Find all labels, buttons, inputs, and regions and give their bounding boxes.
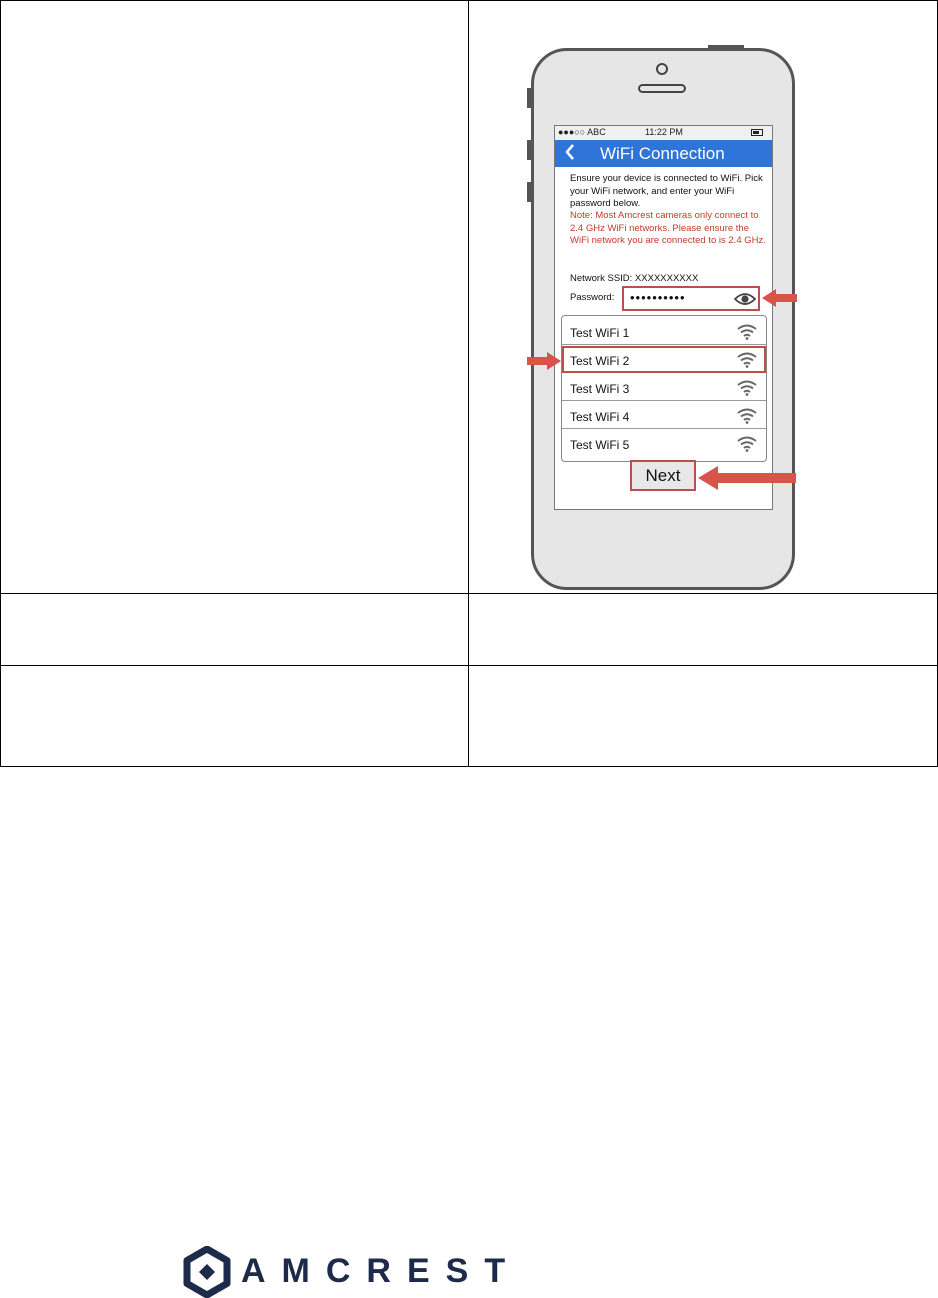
- table-column-divider: [468, 0, 469, 767]
- volume-down-button: [527, 182, 531, 202]
- status-carrier: ●●●○○ ABC: [558, 127, 606, 137]
- wifi-signal-icon: [736, 323, 758, 345]
- wifi-network-item[interactable]: [562, 318, 766, 345]
- speaker-grille: [638, 84, 686, 93]
- wifi-signal-icon: [736, 435, 758, 457]
- wifi-network-item[interactable]: [562, 402, 766, 429]
- wifi-network-item[interactable]: [562, 430, 766, 457]
- wifi-signal-icon: [736, 379, 758, 401]
- wifi-network-label: Test WiFi 5: [570, 438, 630, 452]
- table-row-divider: [0, 593, 938, 594]
- eye-icon[interactable]: [734, 291, 756, 312]
- wifi-signal-icon: [736, 351, 758, 373]
- battery-icon: [751, 129, 763, 136]
- wifi-network-label: Test WiFi 4: [570, 410, 630, 424]
- wifi-network-item-selected[interactable]: [562, 346, 766, 373]
- wifi-network-label: Test WiFi 1: [570, 326, 630, 340]
- arrow-left-icon: [696, 464, 796, 492]
- password-field[interactable]: [622, 286, 760, 311]
- chevron-left-icon[interactable]: [564, 142, 576, 168]
- table-row-divider: [0, 665, 938, 666]
- table-border-bottom: [0, 766, 938, 767]
- amcrest-logo-text: AMCREST: [241, 1252, 522, 1290]
- table-border-left: [0, 0, 1, 767]
- nav-bar: [555, 140, 772, 167]
- wifi-network-label: Test WiFi 3: [570, 382, 630, 396]
- password-label: Password:: [570, 292, 615, 303]
- volume-up-button: [527, 140, 531, 160]
- next-button[interactable]: Next: [630, 460, 696, 491]
- camera-icon: [656, 63, 668, 75]
- mute-switch: [527, 88, 531, 108]
- arrow-left-icon: [760, 287, 798, 309]
- arrow-right-icon: [527, 350, 563, 372]
- status-bar: [555, 126, 772, 140]
- password-value: ••••••••••: [630, 290, 686, 305]
- note-text: Note: Most Amcrest cameras only connect to 2.4 GHz WiFi networks. Please ensure the WiFi network you are connected to is 2.4 GHz.: [570, 210, 766, 246]
- wifi-signal-icon: [736, 407, 758, 429]
- status-time: 11:22 PM: [645, 127, 683, 137]
- screen-title: WiFi Connection: [600, 144, 725, 163]
- network-ssid-label: Network SSID: XXXXXXXXXX: [570, 273, 699, 284]
- instruction-text: Ensure your device is connected to WiFi. Pick your WiFi network, and enter your WiFi password below.: [570, 173, 763, 209]
- power-button: [708, 45, 744, 49]
- amcrest-logo-icon: [182, 1246, 232, 1298]
- wifi-network-label: Test WiFi 2: [570, 354, 630, 368]
- table-border-top: [0, 0, 938, 1]
- wifi-network-item[interactable]: [562, 374, 766, 401]
